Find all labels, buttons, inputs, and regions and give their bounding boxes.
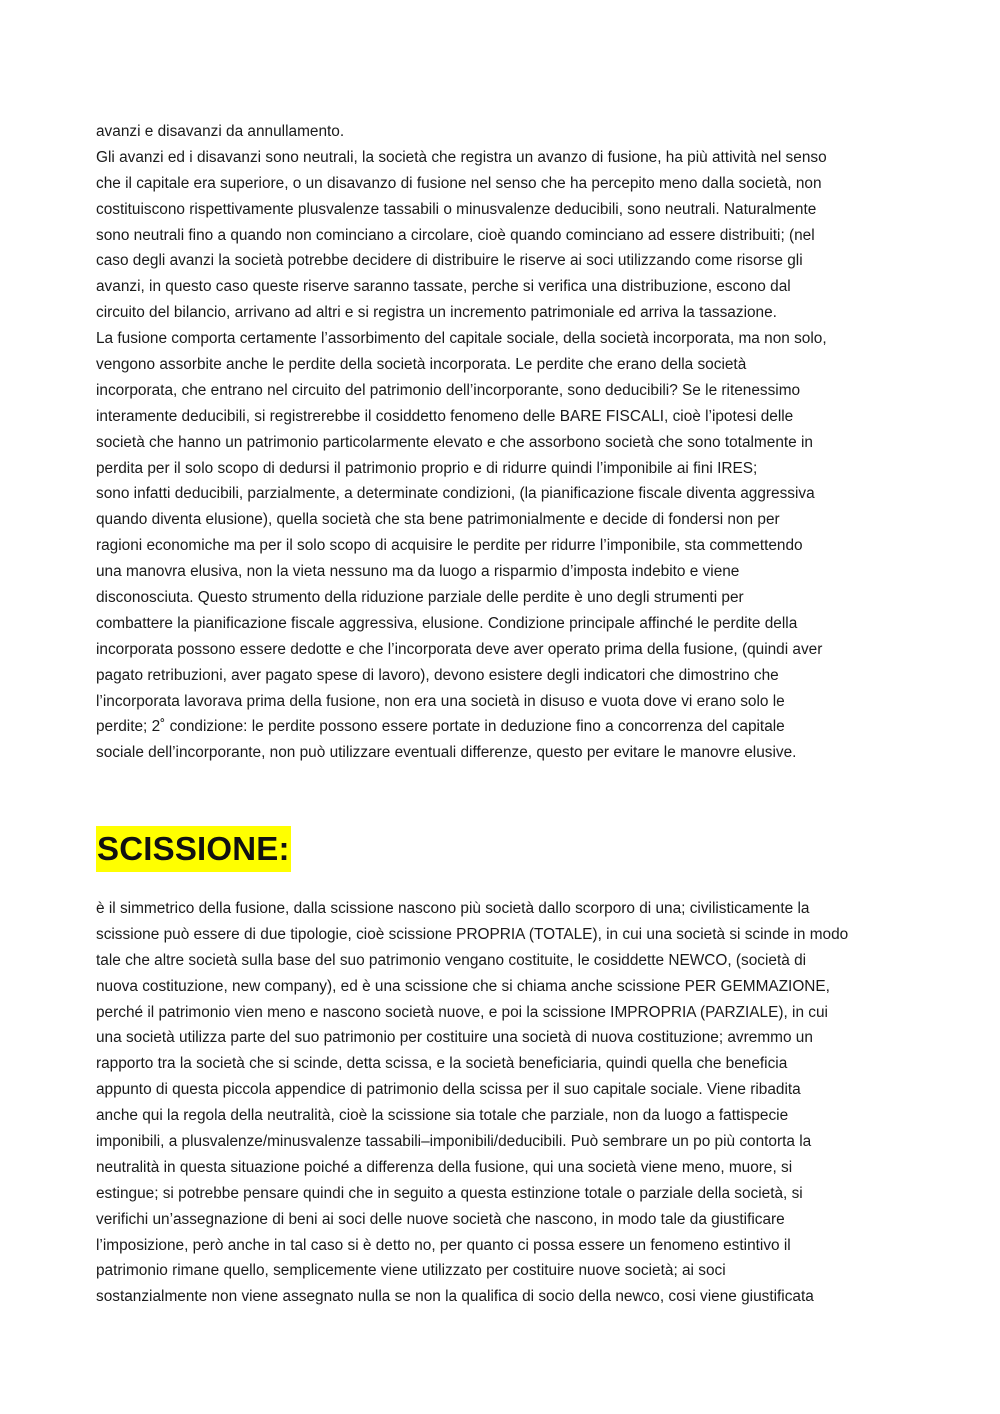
text-line: perché il patrimonio vien meno e nascono società nuove, e poi la scissione IMPROPRIA (PARZIALE), in cui xyxy=(96,1003,828,1021)
text-line: avanzi, in questo caso queste riserve saranno tassate, perche si verifica una distribuzione, escono dal xyxy=(96,278,791,296)
text-line: sono infatti deducibili, parzialmente, a determinate condizioni, (la pianificazione fiscale diventa aggressiva xyxy=(96,485,815,503)
text-line: imponibili, a plusvalenze/minusvalenze tassabili–imponibili/deducibili. Può sembrare un po più contorta la xyxy=(96,1133,812,1151)
text-line: pagato retribuzioni, aver pagato spese di lavoro), devono esistere degli indicatori che dimostrino che xyxy=(96,666,779,684)
text-line: patrimonio rimane quello, semplicemente viene utilizzato per costituire nuove società; ai soci xyxy=(96,1262,726,1280)
text-line: disconosciuta. Questo strumento della riduzione parziale delle perdite è uno degli strumenti per xyxy=(96,589,744,607)
text-line: sono neutrali fino a quando non cominciano a circolare, cioè quando cominciano ad essere distribuiti; (nel xyxy=(96,226,815,244)
paragraph-fusione xyxy=(96,119,908,766)
text-line: perdita per il solo scopo di dedursi il patrimonio proprio e di ridurre quindi l’imponibile ai fini IRES; xyxy=(96,459,758,477)
text-line: nuova costituzione, new company), ed è una scissione che si chiama anche scissione PER GEMMAZIONE, xyxy=(96,977,830,995)
text-line: che il capitale era superiore, o un disavanzo di fusione nel senso che ha percepito meno dalla società, non xyxy=(96,174,822,192)
text-line: combattere la pianificazione fiscale aggressiva, elusione. Condizione principale affinché le perdite della xyxy=(96,614,798,632)
text-line: neutralità in questa situazione poiché a differenza della fusione, qui una società viene meno, muore, si xyxy=(96,1158,793,1176)
text-line: estingue; si potrebbe pensare quindi che in seguito a questa estinzione totale o parziale della società, si xyxy=(96,1184,803,1202)
text-line: sociale dell’incorporante, non può utilizzare eventuali differenze, questo per evitare le manovre elusive. xyxy=(96,744,797,762)
text-line: scissione può essere di due tipologie, cioè scissione PROPRIA (TOTALE), in cui una società si scinde in modo xyxy=(96,925,849,943)
text-line: caso degli avanzi la società potrebbe decidere di distribuire le riserve ai soci utilizzando come risorse gli xyxy=(96,252,803,270)
text-line: una manovra elusiva, non la vieta nessuno ma da luogo a risparmio d’imposta indebito e viene xyxy=(96,563,740,581)
text-line: sostanzialmente non viene assegnato nulla se non la qualifica di socio della newco, cosi viene giustificata xyxy=(96,1288,814,1306)
text-line: società che hanno un patrimonio particolarmente elevato e che assorbono società che sono totalmente in xyxy=(96,433,813,451)
text-line: quando diventa elusione), quella società che sta bene patrimonialmente e decide di fondersi non per xyxy=(96,511,780,529)
paragraph-scissione xyxy=(96,896,908,1310)
text-line: Gli avanzi ed i disavanzi sono neutrali, la società che registra un avanzo di fusione, ha più attività nel senso xyxy=(96,148,827,166)
text-line: circuito del bilancio, arrivano ad altri e si registra un incremento patrimoniale ed arriva la tassazione. xyxy=(96,304,777,322)
text-line: ragioni economiche ma per il solo scopo di acquisire le perdite per ridurre l’imponibile, sta commettendo xyxy=(96,537,803,555)
text-line: interamente deducibili, si registrerebbe il cosiddetto fenomeno delle BARE FISCALI, cioè l’ipotesi delle xyxy=(96,407,794,425)
text-line: verifichi un’assegnazione di beni ai soci delle nuove società che nascono, in modo tale da giustificare xyxy=(96,1210,785,1228)
text-line: avanzi e disavanzi da annullamento. xyxy=(96,123,345,140)
text-line: anche qui la regola della neutralità, cioè la scissione sia totale che parziale, non da luogo a fattispecie xyxy=(96,1107,789,1125)
text-line: costituiscono rispettivamente plusvalenze tassabili o minusvalenze deducibili, sono neutrali. Naturalmente xyxy=(96,200,817,218)
text-line: appunto di questa piccola appendice di patrimonio della scissa per il suo capitale sociale. Viene ribadita xyxy=(96,1081,801,1099)
text-line: l’imposizione, però anche in tal caso si è detto no, per quanto ci possa essere un fenomeno estintivo il xyxy=(96,1236,791,1254)
text-line: rapporto tra la società che si scinde, detta scissa, e la società beneficiaria, quindi quella che beneficia xyxy=(96,1055,788,1073)
text-line: è il simmetrico della fusione, dalla scissione nascono più società dallo scorporo di una; civilisticamente la xyxy=(96,900,810,917)
text-line: l’incorporata lavorava prima della fusione, non era una società in disuso e vuota dove vi erano solo le xyxy=(96,692,785,710)
text-line: una società utilizza parte del suo patrimonio per costituire una società di nuova costituzione; avremmo un xyxy=(96,1029,813,1047)
section-heading: SCISSIONE: xyxy=(96,826,291,872)
section-heading-container xyxy=(96,826,291,874)
text-line: incorporata possono essere dedotte e che l’incorporata deve aver operato prima della fusione, (quindi aver xyxy=(96,640,823,658)
text-line: perdite; 2˚ condizione: le perdite possono essere portate in deduzione fino a concorrenza del capitale xyxy=(96,718,785,736)
text-line: tale che altre società sulla base del suo patrimonio vengano costituite, le cosiddette NEWCO, (società di xyxy=(96,951,807,969)
text-line: vengono assorbite anche le perdite della società incorporata. Le perdite che erano della società xyxy=(96,356,747,374)
text-line: incorporata, che entrano nel circuito del patrimonio dell’incorporante, sono deducibili? Se le ritenessimo xyxy=(96,381,801,399)
text-line: La fusione comporta certamente l’assorbimento del capitale sociale, della società incorporata, ma non solo, xyxy=(96,330,827,348)
